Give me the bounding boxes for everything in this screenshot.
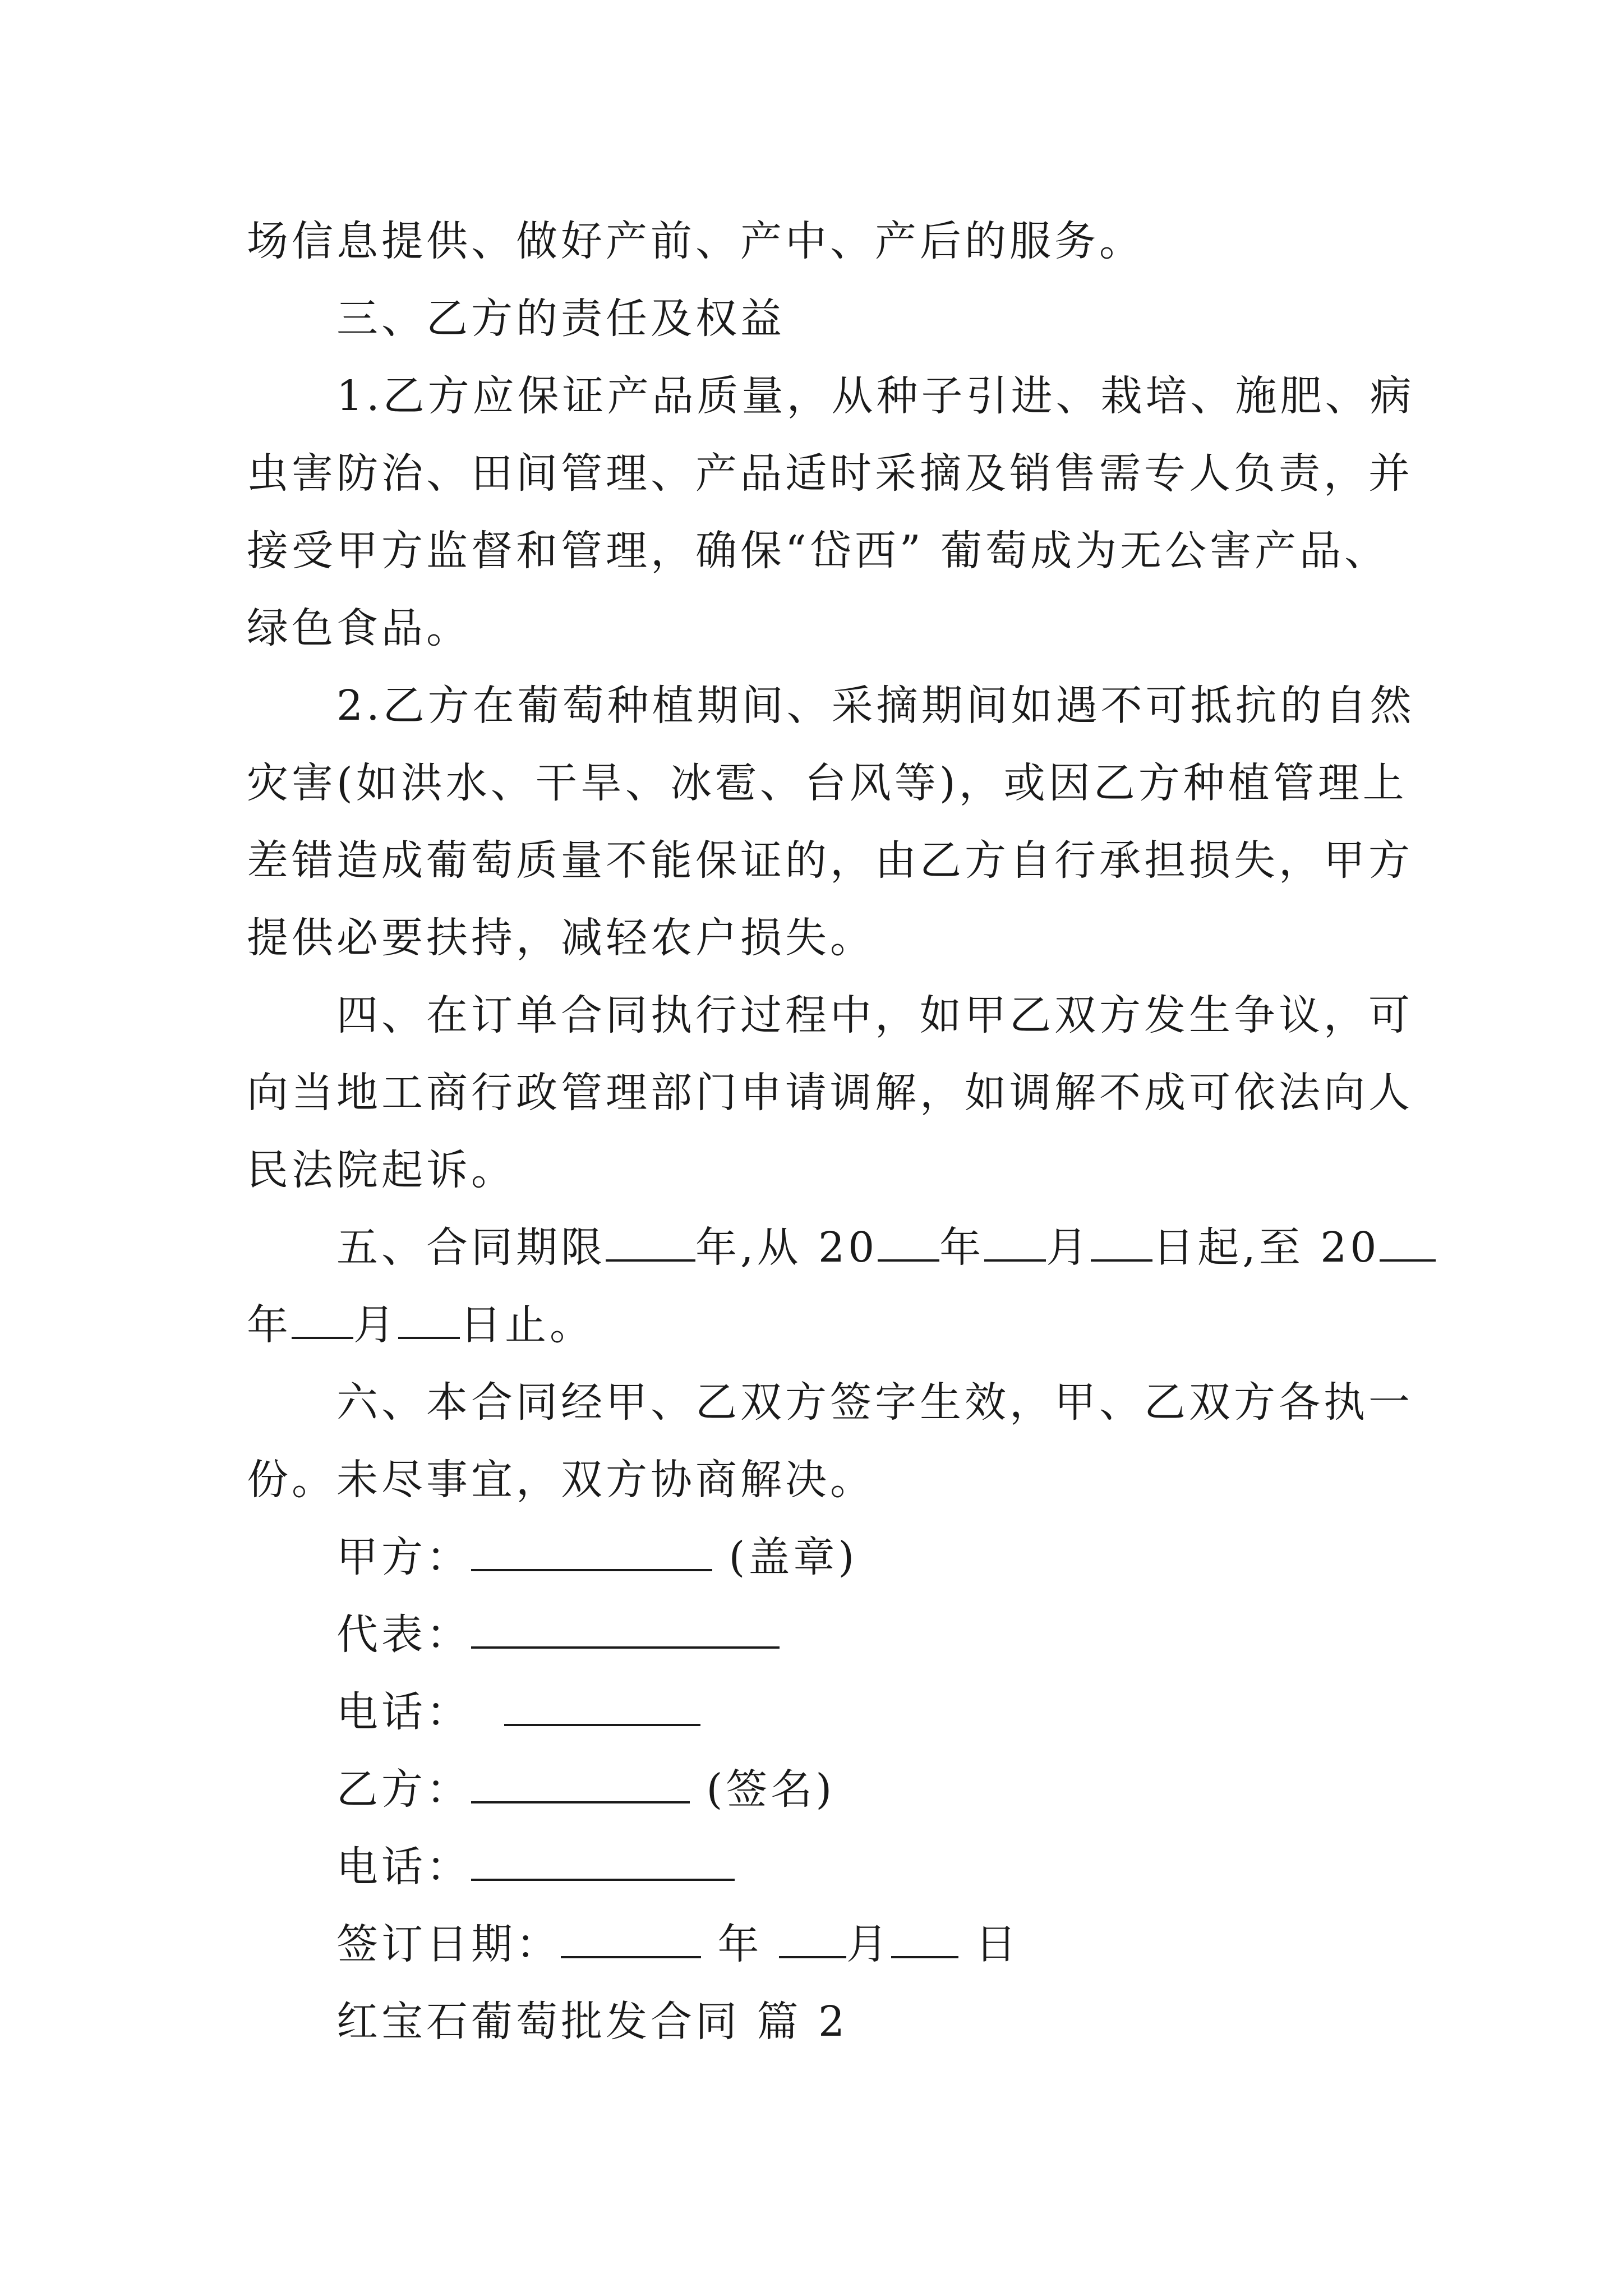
phone-a-row bbox=[336, 1684, 700, 1740]
phone-b-blank[interactable] bbox=[471, 1845, 735, 1881]
phone-a-blank[interactable] bbox=[504, 1690, 700, 1726]
term-year-label: 年 bbox=[939, 1223, 985, 1272]
phone-a-label: 电话： bbox=[336, 1688, 471, 1736]
sign-year-blank[interactable] bbox=[561, 1922, 701, 1958]
term-year-label: 年 bbox=[247, 1301, 292, 1349]
end-month-blank[interactable] bbox=[292, 1303, 353, 1339]
party-b-label: 乙方： bbox=[336, 1765, 471, 1814]
paragraph-line: 四、在订单合同执行过程中，如甲乙双方发生争议，可 bbox=[336, 991, 1413, 1039]
party-a-row bbox=[336, 1529, 857, 1585]
party-a-note: (盖章) bbox=[728, 1533, 858, 1581]
start-year-blank[interactable] bbox=[878, 1226, 939, 1262]
sign-date-row bbox=[336, 1916, 1020, 1972]
sign-date-label: 签订日期： bbox=[336, 1920, 561, 1968]
party-a-blank[interactable] bbox=[471, 1535, 712, 1571]
end-day-blank[interactable] bbox=[398, 1303, 460, 1339]
paragraph-line: 虫害防治、田间管理、产品适时采摘及销售需专人负责，并 bbox=[247, 449, 1413, 498]
term-day-from: 日起,至 20 bbox=[1152, 1223, 1380, 1272]
paragraph-line: 灾害(如洪水、干旱、冰雹、台风等)，或因乙方种植管理上 bbox=[247, 759, 1408, 807]
sign-month-blank[interactable] bbox=[779, 1922, 846, 1958]
contract-term-line bbox=[336, 1220, 1436, 1276]
start-month-blank[interactable] bbox=[984, 1226, 1046, 1262]
term-prefix: 五、合同期限 bbox=[336, 1223, 606, 1272]
party-a-label: 甲方： bbox=[336, 1533, 471, 1581]
party-b-note: (签名) bbox=[706, 1765, 836, 1814]
phone-b-row bbox=[336, 1839, 735, 1895]
sign-month-label: 月 bbox=[846, 1920, 892, 1968]
paragraph-line: 民法院起诉。 bbox=[247, 1146, 516, 1194]
section-heading: 三、乙方的责任及权益 bbox=[336, 295, 785, 343]
contract-term-line-2 bbox=[247, 1297, 594, 1353]
term-day-to: 日止。 bbox=[460, 1301, 594, 1349]
sign-day-blank[interactable] bbox=[891, 1922, 958, 1958]
term-year-from: 年,从 20 bbox=[695, 1223, 878, 1272]
paragraph-line: 绿色食品。 bbox=[247, 604, 471, 652]
paragraph-line: 差错造成葡萄质量不能保证的，由乙方自行承担损失，甲方 bbox=[247, 836, 1413, 885]
party-b-row bbox=[336, 1761, 835, 1818]
paragraph-line: 1.乙方应保证产品质量，从种子引进、栽培、施肥、病 bbox=[336, 372, 1415, 420]
phone-b-label: 电话： bbox=[336, 1843, 471, 1891]
representative-row bbox=[336, 1607, 780, 1663]
paragraph-line: 份。未尽事宜，双方协商解决。 bbox=[247, 1456, 875, 1504]
representative-blank[interactable] bbox=[471, 1613, 780, 1649]
next-contract-heading: 红宝石葡萄批发合同 篇 2 bbox=[336, 1998, 849, 2046]
start-day-blank[interactable] bbox=[1091, 1226, 1152, 1262]
end-year-blank[interactable] bbox=[1380, 1226, 1436, 1262]
paragraph-line: 场信息提供、做好产前、产中、产后的服务。 bbox=[247, 217, 1144, 265]
representative-label: 代表： bbox=[336, 1611, 471, 1659]
party-b-blank[interactable] bbox=[471, 1768, 690, 1803]
paragraph-line: 2.乙方在葡萄种植期间、采摘期间如遇不可抵抗的自然 bbox=[336, 682, 1415, 730]
sign-day-label: 日 bbox=[975, 1920, 1020, 1968]
sign-year-label: 年 bbox=[717, 1920, 763, 1968]
term-years-blank[interactable] bbox=[606, 1226, 695, 1262]
term-month-label: 月 bbox=[353, 1301, 398, 1349]
paragraph-line: 向当地工商行政管理部门申请调解，如调解不成可依法向人 bbox=[247, 1069, 1413, 1117]
paragraph-line: 提供必要扶持，减轻农户损失。 bbox=[247, 914, 875, 962]
paragraph-line: 接受甲方监督和管理，确保“岱西” 葡萄成为无公害产品、 bbox=[247, 527, 1390, 575]
term-month-label: 月 bbox=[1046, 1223, 1091, 1272]
paragraph-line: 六、本合同经甲、乙双方签字生效，甲、乙双方各执一 bbox=[336, 1378, 1413, 1427]
